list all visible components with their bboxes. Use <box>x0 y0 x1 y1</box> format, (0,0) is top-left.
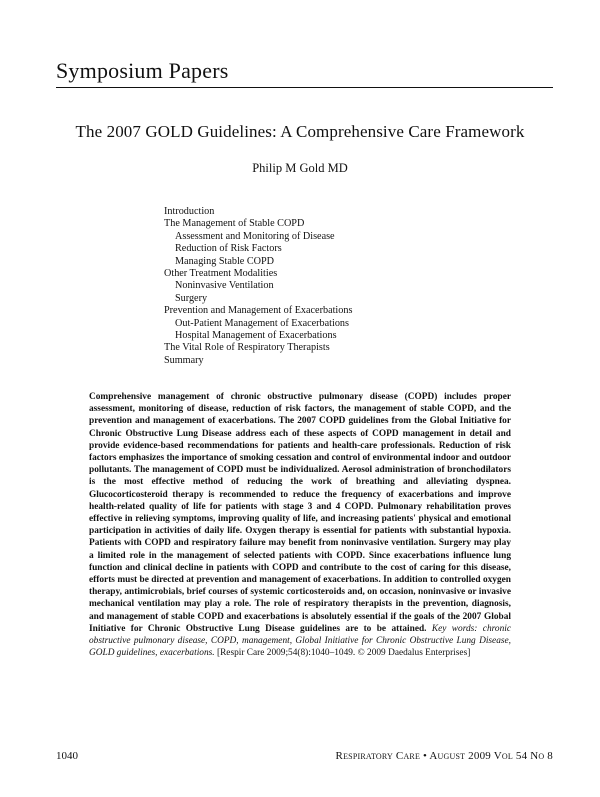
journal-name: Respiratory Care <box>335 750 421 762</box>
toc-item: Hospital Management of Exacerbations <box>175 330 337 342</box>
citation: [Respir Care 2009;54(8):1040–1049. © 2009 Daedalus Enterprises] <box>216 648 471 659</box>
section-heading: Symposium Papers <box>56 58 229 83</box>
toc-item: Reduction of Risk Factors <box>175 243 282 255</box>
issue-info: August 2009 Vol 54 No 8 <box>429 750 553 762</box>
toc-item: Other Treatment Modalities <box>164 268 278 280</box>
toc-item: Summary <box>164 354 204 366</box>
article-title: The 2007 GOLD Guidelines: A Comprehensive Care Framework <box>75 122 525 141</box>
heading-rule <box>56 87 553 88</box>
toc-item: The Vital Role of Respiratory Therapists <box>164 342 330 354</box>
toc-item: Noninvasive Ventilation <box>175 280 274 292</box>
toc-item: The Management of Stable COPD <box>164 218 305 230</box>
running-footer <box>336 750 553 762</box>
author-name: Philip M Gold MD <box>252 161 348 175</box>
toc-item: Prevention and Management of Exacerbations <box>164 305 353 317</box>
toc-item: Introduction <box>164 206 215 217</box>
page-number: 1040 <box>56 750 78 762</box>
table-of-contents <box>164 206 352 367</box>
abstract-body: Comprehensive management of chronic obstructive pulmonary disease (COPD) includes proper assessment, monitoring of disease, reduction of risk factors, the management of stable COPD, and the prevention and management of exacerbations. The 2007 COPD guidelines from the Global Initiative for Chronic Obstructive Lung Disease address each of these aspects of COPD management in detail and provide evidence-based recommendations for patients and health-care professionals. Reduction of risk factors emphasizes the importance of smoking cessation and control of environmental indoor and outdoor pollutants. The management of COPD must be individualized. Aerosol administration of bronchodilators is the most effective method of reducing the work of breathing and alleviating dyspnea. Glucocorticosteroid therapy is recommended to reduce the frequency of exacerbations and improve health-related quality of life for patients with stage 3 and 4 COPD. Pulmonary rehabilitation proves effective in relieving symptoms, improving quality of life, and increasing patients' physical and emotional participation in activities of daily life. Oxygen therapy is essential for patients with substantial hypoxia. Patients with COPD and respiratory failure may benefit from noninvasive ventilation. Surgery may play a limited role in the management of selected patients with COPD. Since exacerbations influence lung function and clinical decline in patients with COPD and contribute to the cost of caring for this disease, efforts must be directed at prevention and management of exacerbations. In addition to controlled oxygen therapy, antimicrobials, brief courses of systemic corticosteroids and, on occasion, noninvasive or invasive mechanical ventilation may play a role. The role of respiratory therapists in the prevention, diagnosis, and management of stable COPD and exacerbations is absolutely essential if the goals of the 2007 Global Initiative for Chronic Obstructive Lung Disease guidelines are to be attained. <box>89 392 511 634</box>
abstract <box>89 391 511 659</box>
keywords: Key words: chronic obstructive pulmonary disease, COPD, management, Global Initiative for Chronic Obstructive Lung Disease, GOLD guidelines, exacerbations. <box>89 623 511 659</box>
toc-item: Assessment and Monitoring of Disease <box>175 230 335 242</box>
toc-item: Out-Patient Management of Exacerbations <box>175 317 349 329</box>
toc-item: Surgery <box>175 292 208 304</box>
footer-bullet: • <box>423 750 428 762</box>
toc-item: Managing Stable COPD <box>175 255 275 267</box>
